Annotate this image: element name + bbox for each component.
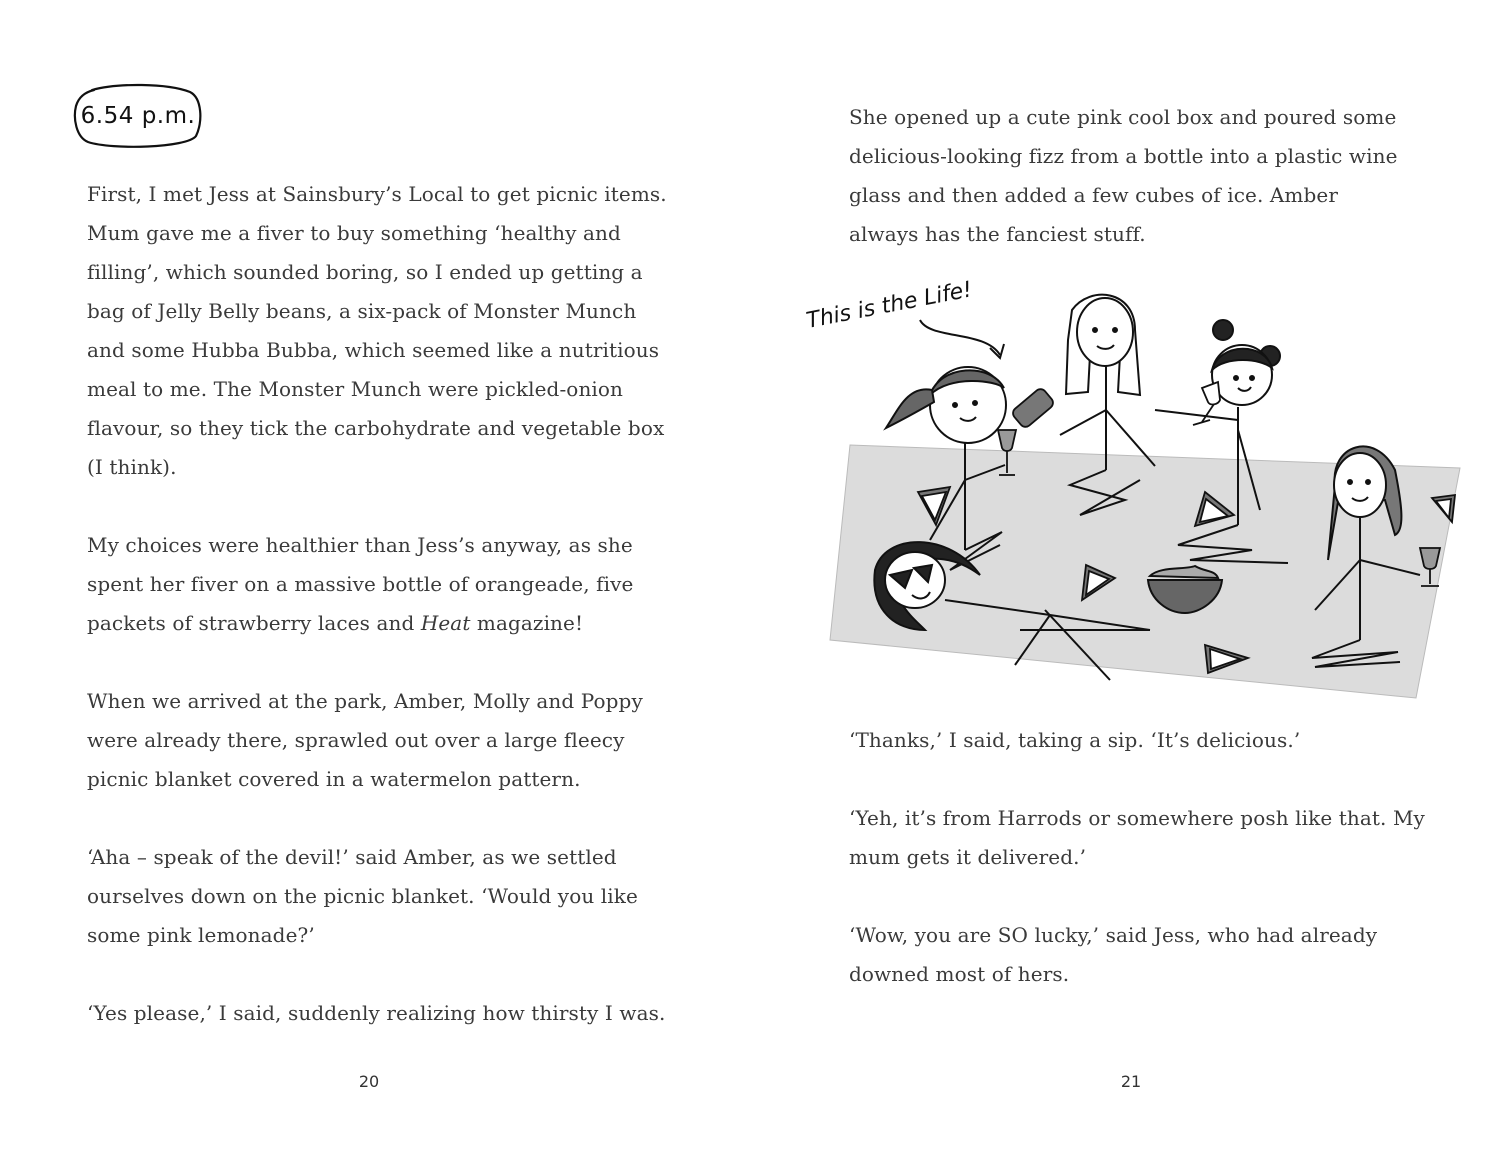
left-page-body	[87, 175, 667, 1033]
page-number: 21	[1120, 1072, 1142, 1091]
right-page	[750, 0, 1500, 1151]
paragraph: ‘Yes please,’ I said, suddenly realizing how thirsty I was.	[87, 1001, 666, 1025]
time-heading: 6.54 p.m.	[80, 103, 196, 129]
right-page-body-bottom	[849, 721, 1429, 994]
wine-glass-icon	[1193, 382, 1220, 425]
paragraph: ‘Aha – speak of the devil!’ said Amber, as we settled ourselves down on the picnic blanket. ‘Would you like some pink lemonade?’	[87, 845, 638, 947]
paragraph: She opened up a cute pink cool box and poured some delicious-looking fizz from a bottle into a plastic wine glass and then added a few cubes of ice. Amber always has the fanciest stuff.	[849, 105, 1398, 246]
bottle-icon	[1011, 387, 1056, 430]
right-page-body-top	[849, 98, 1409, 254]
paragraph: ‘Yeh, it’s from Harrods or somewhere posh like that. My mum gets it delivered.’	[849, 806, 1425, 869]
paragraph-text: My choices were healthier than Jess’s anyway, as she spent her fiver on a massive bottle of orangeade, five packets of strawberry laces and	[87, 533, 634, 635]
magazine-title: Heat	[420, 611, 471, 635]
paragraph: ‘Wow, you are SO lucky,’ said Jess, who had already downed most of hers.	[849, 923, 1378, 986]
time-heading-badge	[72, 82, 204, 150]
paragraph-text: magazine!	[470, 611, 584, 635]
paragraph: ‘Thanks,’ I said, taking a sip. ‘It’s delicious.’	[849, 728, 1301, 752]
paragraph	[87, 526, 667, 643]
paragraph: First, I met Jess at Sainsbury’s Local to get picnic items. Mum gave me a fiver to buy something ‘healthy and filling’, which sounded boring, so I ended up getting a bag of Jelly Belly beans, a six-pack of Monster Munch and some Hubba Bubba, which seemed like a nutritious meal to me. The Monster Munch were pickled-onion flavour, so they tick the carbohydrate and vegetable box (I think).	[87, 182, 667, 479]
caption-text: This is the Life!	[804, 277, 975, 334]
speech-arrow-icon	[920, 320, 1000, 355]
paragraph: When we arrived at the park, Amber, Molly and Poppy were already there, sprawled out over a large fleecy picnic blanket covered in a watermelon pattern.	[87, 689, 643, 791]
page-number: 20	[358, 1072, 380, 1091]
picnic-illustration	[790, 270, 1470, 710]
